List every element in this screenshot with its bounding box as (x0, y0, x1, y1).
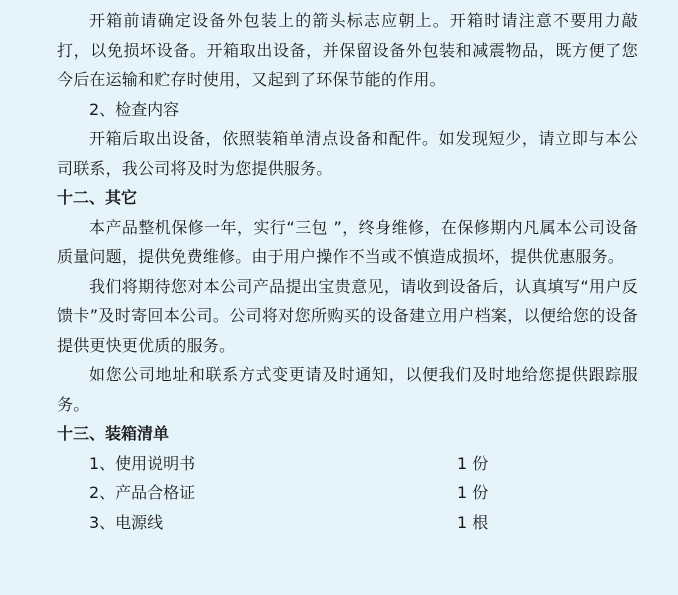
unpacking-paragraph: 开箱前请确定设备外包装上的箭头标志应朝上。开箱时请注意不要用力敲打，以免损坏设备。开箱取出设备，并保留设备外包装和减震物品，既方便了您今后在运输和贮存时使用，又起到了环保节能的作用。 (57, 11, 638, 89)
packing-list-row (57, 449, 638, 479)
packing-item-quantity: 1 根 (457, 512, 489, 532)
packing-item-name: 1、使用说明书 (89, 453, 196, 473)
packing-item-quantity: 1 份 (457, 483, 489, 502)
section-12-heading: 十二、其它 (57, 188, 138, 207)
packing-list (57, 449, 638, 538)
inspection-subheading: 2、检查内容 (89, 99, 180, 119)
inspection-paragraph: 开箱后取出设备，依照装箱单清点设备和配件。如发现短少，请立即与本公司联系，我公司将及时为您提供服务。 (57, 129, 638, 178)
feedback-paragraph: 我们将期待您对本公司产品提出宝贵意见，请收到设备后，认真填写“用户反馈卡”及时寄回本公司。公司将对您所购买的设备建立用户档案，以便给您的设备提供更快更优质的服务。 (57, 276, 638, 355)
packing-item-name: 2、产品合格证 (89, 483, 196, 502)
section-13-heading: 十三、装箱清单 (57, 424, 170, 443)
packing-list-row (57, 508, 638, 538)
warranty-paragraph: 本产品整机保修一年，实行“三包 ”，终身维修，在保修期内凡属本公司设备质量问题，提供免费维修。由于用户操作不当或不慎造成损坏，提供优惠服务。 (57, 217, 638, 266)
packing-list-row (57, 478, 638, 508)
address-change-paragraph: 如您公司地址和联系方式变更请及时通知，以便我们及时地给您提供跟踪服务。 (57, 365, 638, 414)
packing-item-name: 3、电源线 (89, 512, 164, 532)
packing-item-quantity: 1 份 (457, 453, 489, 473)
